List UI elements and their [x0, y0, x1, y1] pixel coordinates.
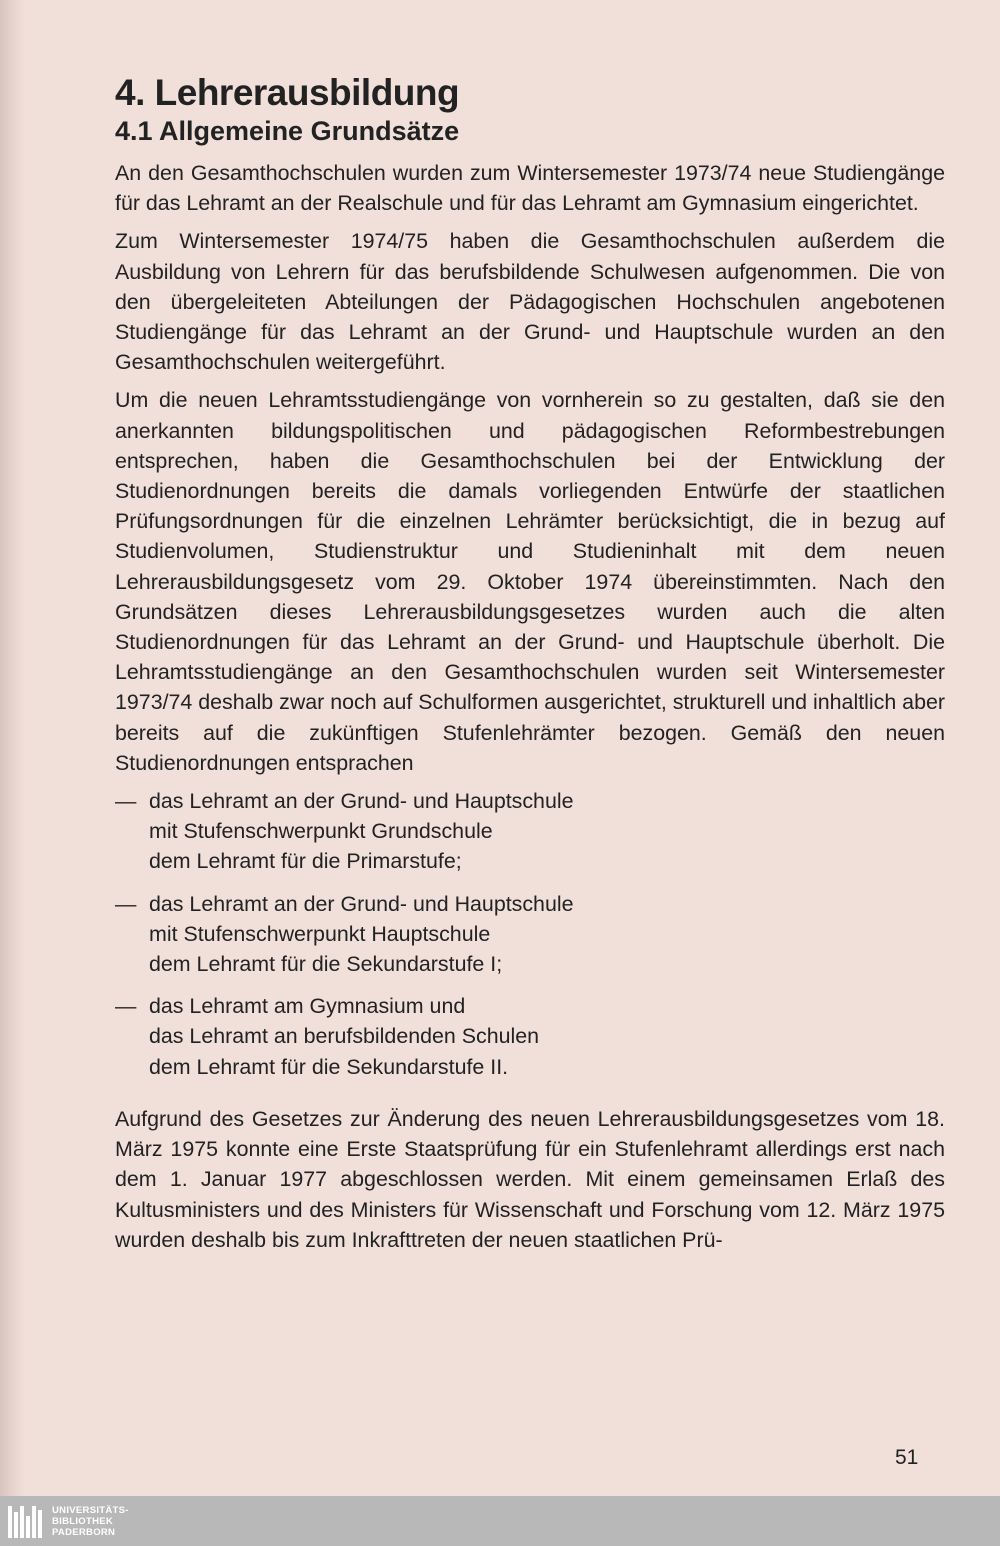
list-line: dem Lehramt für die Primarstufe;: [149, 849, 462, 874]
list-line: mit Stufenschwerpunkt Grundschule: [149, 819, 493, 844]
list-line: mit Stufenschwerpunkt Hauptschule: [149, 921, 491, 946]
list-line: dem Lehramt für die Sekundarstufe I;: [149, 952, 503, 977]
paragraph-2: Zum Wintersemester 1974/75 haben die Gesamthochschulen außerdem die Ausbildung von Lehrern für das berufsbildende Schulwesen aufgenommen. Die von den übergeleiteten Abteilungen der Pädagogischen Hochschulen angebotenen Studiengänge für das Lehramt an der Grund- und Hauptschule wurden an den Gesamthochschulen weitergeführt.: [115, 229, 945, 375]
logo-line: UNIVERSITÄTS-: [52, 1505, 129, 1516]
list-line: das Lehramt am Gymnasium und: [149, 994, 466, 1019]
list-item: [115, 991, 945, 1082]
dash-bullet: —: [115, 789, 137, 814]
chapter-heading: 4. Lehrerausbildung: [115, 72, 460, 113]
paragraph-final: Aufgrund des Gesetzes zur Änderung des neuen Lehrerausbildungsgesetzes vom 18. März 1975 konnte eine Erste Staatsprüfung für ein Stufenlehramt allerdings erst nach dem 1. Januar 1977 abgeschlossen werden. Mit einem gemeinsamen Erlaß des Kultusministers und des Ministers für Wissenschaft und Forschung vom 12. März 1975 wurden deshalb bis zum Inkrafttreten der neuen staatlichen Prü-: [115, 1106, 945, 1252]
dash-bullet: —: [115, 891, 137, 916]
list-item: [115, 786, 945, 877]
list-line: das Lehramt an berufsbildenden Schulen: [149, 1024, 540, 1049]
library-footer: [0, 1496, 1000, 1546]
page-gutter: [0, 0, 26, 1496]
lehramt-list: [115, 786, 945, 1082]
list-line: das Lehramt an der Grund- und Hauptschule: [149, 789, 574, 814]
library-logo-icon: [8, 1506, 42, 1538]
logo-line: PADERBORN: [52, 1527, 116, 1538]
dash-bullet: —: [115, 994, 137, 1019]
list-line: das Lehramt an der Grund- und Hauptschule: [149, 891, 574, 916]
library-logo-text: [52, 1505, 129, 1538]
list-item: [115, 889, 945, 980]
list-line: dem Lehramt für die Sekundarstufe II.: [149, 1054, 509, 1079]
page-content: [115, 72, 945, 1263]
page-number: 51: [895, 1446, 919, 1469]
section-heading: 4.1 Allgemeine Grundsätze: [115, 116, 460, 146]
logo-line: BIBLIOTHEK: [52, 1516, 114, 1527]
paragraph-3: Um die neuen Lehramtsstudiengänge von vornherein so zu gestalten, daß sie den anerkannten bildungspolitischen und pädagogischen Reformbestrebungen entsprechen, haben die Gesamthochschulen bei der Entwicklung der Studienordnungen bereits die damals vorliegenden Entwürfe der staatlichen Prüfungsordnungen für die einzelnen Lehrämter berücksichtigt, die in bezug auf Studienvolumen, Studienstruktur und Studieninhalt mit dem neuen Lehrerausbildungsgesetz vom 29. Oktober 1974 übereinstimmten. Nach den Grundsätzen dieses Lehrerausbildungsgesetzes wurden auch die alten Studienordnungen für das Lehramt an der Grund- und Hauptschule überholt. Die Lehramtsstudiengänge an den Gesamthochschulen wurden seit Wintersemester 1973/74 deshalb zwar noch auf Schulformen ausgerichtet, strukturell und inhaltlich aber bereits auf die zukünftigen Stufenlehrämter bezogen. Gemäß den neuen Studienordnungen entsprachen: [115, 388, 945, 775]
paragraph-1: An den Gesamthochschulen wurden zum Wintersemester 1973/74 neue Studiengänge für das Lehramt an der Realschule und für das Lehramt am Gymnasium eingerichtet.: [115, 161, 945, 216]
